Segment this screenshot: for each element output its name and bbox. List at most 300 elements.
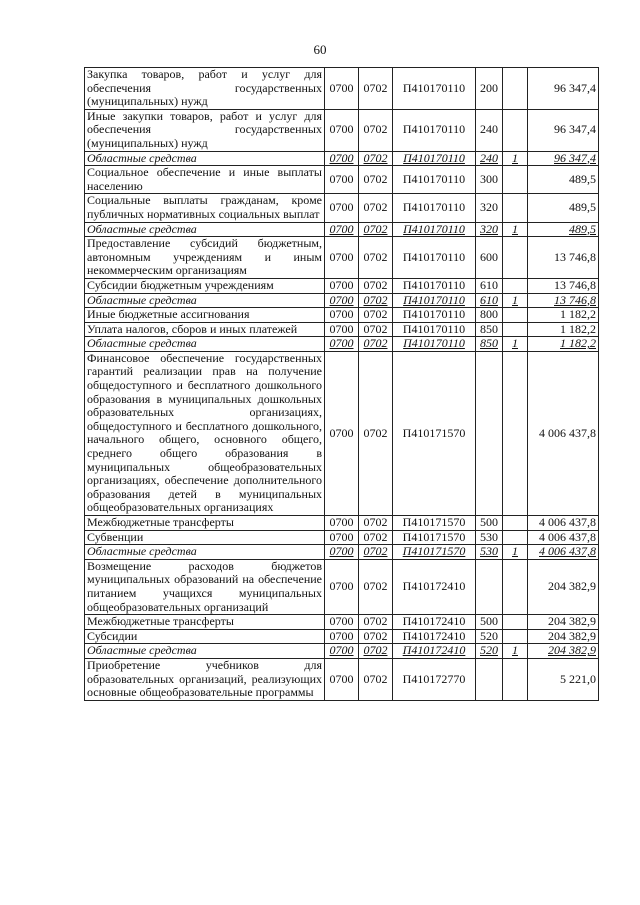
- target-article-text: П410170110: [402, 80, 466, 95]
- expense-type-cell: [476, 615, 503, 630]
- amount-text: 489,5: [569, 200, 596, 215]
- subsection-code-cell: [359, 308, 393, 323]
- target-article-cell: [393, 322, 476, 337]
- amount-text: 1 182,2: [560, 321, 596, 336]
- expense-name-text: Межбюджетные трансферты: [87, 515, 234, 529]
- expense-type-cell: [476, 194, 503, 222]
- subsection-code-cell: [359, 109, 393, 151]
- funding-source-cell: [503, 68, 528, 110]
- subsection-code-cell: [359, 658, 393, 700]
- subsection-code-text: 0702: [363, 614, 388, 629]
- subsection-code-cell: [359, 237, 393, 279]
- expense-type-cell: [476, 351, 503, 515]
- regional-funds-row: [85, 222, 599, 237]
- subsection-code-cell: [359, 293, 393, 308]
- subsection-code-text: 0702: [363, 292, 388, 307]
- target-article-cell: [393, 293, 476, 308]
- expense-name-text: Областные средства: [87, 150, 197, 165]
- expense-type-cell: [476, 545, 503, 560]
- subsection-code-cell: [359, 644, 393, 659]
- amount-text: 13 746,8: [554, 277, 596, 292]
- expense-name-text: Областные средства: [87, 292, 197, 307]
- target-article-cell: [393, 644, 476, 659]
- expense-name-cell: [85, 337, 325, 352]
- funding-source-cell: [503, 658, 528, 700]
- table-row: [85, 166, 599, 194]
- expense-name-text: Социальное обеспечение и иные выплаты населению: [87, 165, 322, 193]
- section-code-cell: [325, 194, 359, 222]
- expense-name-cell: [85, 629, 325, 644]
- amount-cell: [528, 109, 599, 151]
- section-code-cell: [325, 530, 359, 545]
- funding-source-cell: [503, 615, 528, 630]
- amount-text: 1 182,2: [560, 336, 596, 351]
- funding-source-text: 1: [512, 292, 518, 307]
- expense-type-cell: [476, 658, 503, 700]
- funding-source-cell: [503, 559, 528, 614]
- expense-type-text: 850: [480, 321, 498, 336]
- section-code-cell: [325, 222, 359, 237]
- expense-name-text: Субвенции: [87, 529, 144, 544]
- expense-name-text: Областные средства: [87, 336, 197, 351]
- expense-name-text: Закупка товаров, работ и услуг для обеспечения государственных (муниципальных) нужд: [87, 67, 322, 109]
- expense-type-text: 200: [480, 80, 498, 95]
- expense-name-text: Предоставление субсидий бюджетным, автономным учреждениям и иным некоммерческим организациям: [87, 236, 322, 278]
- expense-name-cell: [85, 644, 325, 659]
- amount-text: 96 347,4: [554, 150, 596, 165]
- funding-source-cell: [503, 530, 528, 545]
- subsection-code-cell: [359, 530, 393, 545]
- expense-type-cell: [476, 322, 503, 337]
- amount-cell: [528, 278, 599, 293]
- table-row: [85, 109, 599, 151]
- table-row: [85, 351, 599, 515]
- target-article-text: П410171570: [402, 425, 466, 440]
- amount-cell: [528, 516, 599, 531]
- amount-cell: [528, 68, 599, 110]
- subsection-code-text: 0702: [363, 171, 388, 186]
- section-code-cell: [325, 109, 359, 151]
- expense-name-cell: [85, 237, 325, 279]
- expense-name-cell: [85, 308, 325, 323]
- target-article-text: П410171570: [402, 515, 466, 529]
- section-code-cell: [325, 658, 359, 700]
- funding-source-cell: [503, 308, 528, 323]
- expense-name-cell: [85, 530, 325, 545]
- target-article-text: П410170110: [402, 171, 466, 186]
- expense-name-cell: [85, 222, 325, 237]
- expense-type-cell: [476, 293, 503, 308]
- expense-type-text: 320: [480, 221, 498, 236]
- table-row: [85, 68, 599, 110]
- amount-cell: [528, 658, 599, 700]
- target-article-cell: [393, 222, 476, 237]
- section-code-text: 0700: [329, 336, 354, 351]
- target-article-cell: [393, 351, 476, 515]
- expense-name-cell: [85, 658, 325, 700]
- expense-name-cell: [85, 351, 325, 515]
- expense-name-text: Уплата налогов, сборов и иных платежей: [87, 321, 298, 336]
- section-code-cell: [325, 237, 359, 279]
- target-article-cell: [393, 516, 476, 531]
- amount-cell: [528, 322, 599, 337]
- table-row: [85, 237, 599, 279]
- expense-name-cell: [85, 68, 325, 110]
- expense-name-text: Областные средства: [87, 544, 197, 559]
- amount-text: 489,5: [569, 171, 596, 186]
- expense-type-cell: [476, 559, 503, 614]
- expense-type-text: 530: [480, 544, 498, 559]
- subsection-code-text: 0702: [363, 249, 388, 264]
- expense-name-cell: [85, 278, 325, 293]
- table-row: [85, 530, 599, 545]
- subsection-code-cell: [359, 629, 393, 644]
- expense-name-cell: [85, 194, 325, 222]
- target-article-cell: [393, 615, 476, 630]
- subsection-code-text: 0702: [363, 221, 388, 236]
- section-code-cell: [325, 644, 359, 659]
- section-code-cell: [325, 351, 359, 515]
- target-article-cell: [393, 237, 476, 279]
- funding-source-text: 1: [512, 221, 518, 236]
- section-code-text: 0700: [329, 628, 354, 643]
- amount-text: 5 221,0: [560, 671, 596, 686]
- section-code-text: 0700: [329, 122, 354, 137]
- table-row: [85, 559, 599, 614]
- target-article-text: П410172410: [402, 643, 466, 658]
- funding-source-cell: [503, 194, 528, 222]
- section-code-cell: [325, 545, 359, 560]
- section-code-text: 0700: [329, 614, 354, 629]
- subsection-code-cell: [359, 151, 393, 166]
- funding-source-text: 1: [512, 544, 518, 559]
- subsection-code-text: 0702: [363, 336, 388, 351]
- amount-cell: [528, 293, 599, 308]
- expense-name-cell: [85, 615, 325, 630]
- subsection-code-cell: [359, 68, 393, 110]
- section-code-cell: [325, 322, 359, 337]
- expense-type-text: 610: [480, 277, 498, 292]
- subsection-code-text: 0702: [363, 150, 388, 165]
- amount-cell: [528, 222, 599, 237]
- target-article-cell: [393, 559, 476, 614]
- target-article-cell: [393, 109, 476, 151]
- expense-name-text: Приобретение учебников для образовательных организаций, реализующих основные общеобразовательные программы: [87, 657, 322, 700]
- section-code-text: 0700: [329, 80, 354, 95]
- funding-source-text: 1: [512, 150, 518, 165]
- table-row: [85, 278, 599, 293]
- expense-type-text: 520: [480, 643, 498, 658]
- subsection-code-cell: [359, 516, 393, 531]
- amount-text: 4 006 437,8: [539, 515, 596, 529]
- amount-text: 4 006 437,8: [539, 529, 596, 544]
- target-article-cell: [393, 337, 476, 352]
- funding-source-cell: [503, 237, 528, 279]
- subsection-code-text: 0702: [363, 307, 388, 322]
- table-row: [85, 615, 599, 630]
- expense-name-cell: [85, 293, 325, 308]
- amount-cell: [528, 308, 599, 323]
- target-article-text: П410170110: [402, 122, 466, 137]
- section-code-text: 0700: [329, 277, 354, 292]
- section-code-text: 0700: [329, 671, 354, 686]
- amount-cell: [528, 166, 599, 194]
- subsection-code-text: 0702: [363, 579, 388, 594]
- target-article-text: П410171570: [402, 544, 466, 559]
- expense-name-cell: [85, 545, 325, 560]
- target-article-cell: [393, 194, 476, 222]
- subsection-code-cell: [359, 194, 393, 222]
- expense-name-cell: [85, 322, 325, 337]
- funding-source-cell: [503, 151, 528, 166]
- expense-name-cell: [85, 109, 325, 151]
- funding-source-cell: [503, 322, 528, 337]
- target-article-text: П410172410: [402, 628, 466, 643]
- target-article-text: П410170110: [403, 336, 465, 351]
- expense-name-text: Финансовое обеспечение государственных гарантий реализации прав на получение общедоступного и бесплатного дошкольного образования в муниципальных дошкольных образовательных организациях, общедоступного и бесплатного дошкольного, начального общего, основного общего, среднего общего образования в муниципальных общеобразовательных организациях, обеспечение дополнительного образования детей в муниципальных общеобразовательных организациях: [87, 350, 322, 515]
- target-article-cell: [393, 166, 476, 194]
- expense-type-text: 850: [480, 336, 498, 351]
- expense-name-text: Иные закупки товаров, работ и услуг для обеспечения государственных (муниципальных) нужд: [87, 108, 322, 150]
- expense-name-cell: [85, 559, 325, 614]
- expense-type-cell: [476, 166, 503, 194]
- subsection-code-text: 0702: [363, 425, 388, 440]
- subsection-code-cell: [359, 337, 393, 352]
- funding-source-text: 1: [512, 336, 518, 351]
- expense-type-text: 300: [480, 171, 498, 186]
- amount-cell: [528, 545, 599, 560]
- expense-type-cell: [476, 530, 503, 545]
- section-code-cell: [325, 615, 359, 630]
- target-article-text: П410172770: [402, 671, 466, 686]
- section-code-cell: [325, 559, 359, 614]
- expense-type-text: 320: [480, 200, 498, 215]
- section-code-cell: [325, 166, 359, 194]
- section-code-cell: [325, 278, 359, 293]
- subsection-code-text: 0702: [363, 80, 388, 95]
- amount-cell: [528, 559, 599, 614]
- subsection-code-text: 0702: [363, 671, 388, 686]
- amount-text: 1 182,2: [560, 307, 596, 322]
- expense-type-text: 530: [480, 529, 498, 544]
- subsection-code-cell: [359, 615, 393, 630]
- amount-text: 96 347,4: [554, 80, 596, 95]
- target-article-text: П410172410: [402, 614, 466, 629]
- amount-text: 204 382,9: [548, 628, 596, 643]
- expense-name-text: Иные бюджетные ассигнования: [87, 307, 250, 322]
- target-article-text: П410170110: [402, 307, 466, 322]
- section-code-text: 0700: [329, 171, 354, 186]
- target-article-cell: [393, 629, 476, 644]
- subsection-code-text: 0702: [363, 277, 388, 292]
- funding-source-cell: [503, 278, 528, 293]
- expense-name-text: Социальные выплаты гражданам, кроме публичных нормативных социальных выплат: [87, 193, 322, 221]
- page-number: 60: [313, 42, 327, 57]
- regional-funds-row: [85, 151, 599, 166]
- budget-table: [84, 67, 599, 701]
- expense-type-text: 520: [480, 628, 498, 643]
- expense-type-cell: [476, 516, 503, 531]
- section-code-text: 0700: [329, 321, 354, 336]
- expense-type-text: 800: [480, 307, 498, 322]
- amount-cell: [528, 644, 599, 659]
- target-article-text: П410170110: [402, 277, 466, 292]
- target-article-text: П410172410: [402, 579, 466, 594]
- expense-type-cell: [476, 337, 503, 352]
- expense-name-text: Областные средства: [87, 643, 197, 658]
- expense-type-text: 240: [480, 150, 498, 165]
- target-article-text: П410171570: [402, 529, 466, 544]
- section-code-text: 0700: [329, 579, 354, 594]
- target-article-cell: [393, 68, 476, 110]
- expense-type-cell: [476, 644, 503, 659]
- subsection-code-cell: [359, 559, 393, 614]
- amount-cell: [528, 337, 599, 352]
- subsection-code-text: 0702: [363, 529, 388, 544]
- amount-text: 204 382,9: [548, 614, 596, 629]
- target-article-text: П410170110: [402, 321, 466, 336]
- section-code-cell: [325, 308, 359, 323]
- section-code-text: 0700: [329, 200, 354, 215]
- expense-type-cell: [476, 237, 503, 279]
- subsection-code-cell: [359, 278, 393, 293]
- expense-type-text: 240: [480, 122, 498, 137]
- amount-text: 13 746,8: [554, 292, 596, 307]
- amount-cell: [528, 629, 599, 644]
- funding-source-cell: [503, 351, 528, 515]
- amount-cell: [528, 151, 599, 166]
- subsection-code-text: 0702: [363, 122, 388, 137]
- expense-type-cell: [476, 151, 503, 166]
- regional-funds-row: [85, 644, 599, 659]
- funding-source-cell: [503, 166, 528, 194]
- regional-funds-row: [85, 293, 599, 308]
- table-row: [85, 629, 599, 644]
- amount-cell: [528, 237, 599, 279]
- expense-type-text: 600: [480, 249, 498, 264]
- expense-type-text: 500: [480, 614, 498, 629]
- section-code-cell: [325, 629, 359, 644]
- section-code-text: 0700: [329, 292, 354, 307]
- target-article-cell: [393, 308, 476, 323]
- regional-funds-row: [85, 545, 599, 560]
- funding-source-cell: [503, 516, 528, 531]
- target-article-cell: [393, 545, 476, 560]
- section-code-cell: [325, 151, 359, 166]
- target-article-cell: [393, 278, 476, 293]
- amount-text: 13 746,8: [554, 249, 596, 264]
- section-code-text: 0700: [329, 425, 354, 440]
- section-code-text: 0700: [329, 643, 354, 658]
- budget-table-body: [85, 68, 599, 701]
- expense-type-cell: [476, 629, 503, 644]
- section-code-text: 0700: [329, 150, 354, 165]
- subsection-code-text: 0702: [363, 544, 388, 559]
- target-article-text: П410170110: [402, 200, 466, 215]
- expense-type-text: 500: [480, 515, 498, 529]
- expense-type-cell: [476, 308, 503, 323]
- subsection-code-cell: [359, 166, 393, 194]
- expense-type-cell: [476, 222, 503, 237]
- section-code-cell: [325, 68, 359, 110]
- table-row: [85, 658, 599, 700]
- section-code-text: 0700: [329, 307, 354, 322]
- amount-text: 4 006 437,8: [539, 544, 596, 559]
- target-article-text: П410170110: [402, 249, 466, 264]
- amount-text: 204 382,9: [548, 643, 596, 658]
- expense-type-cell: [476, 278, 503, 293]
- subsection-code-text: 0702: [363, 200, 388, 215]
- subsection-code-text: 0702: [363, 321, 388, 336]
- expense-type-cell: [476, 109, 503, 151]
- target-article-cell: [393, 658, 476, 700]
- amount-text: 204 382,9: [548, 579, 596, 594]
- section-code-cell: [325, 337, 359, 352]
- table-row: [85, 322, 599, 337]
- funding-source-text: 1: [512, 643, 518, 658]
- section-code-text: 0700: [329, 529, 354, 544]
- amount-text: 4 006 437,8: [539, 425, 596, 440]
- expense-name-text: Возмещение расходов бюджетов муниципальных образований на обеспечение питанием учащихся муниципальных общеобразовательных организаций: [87, 558, 322, 614]
- expense-name-cell: [85, 151, 325, 166]
- subsection-code-cell: [359, 322, 393, 337]
- regional-funds-row: [85, 337, 599, 352]
- target-article-text: П410170110: [403, 292, 465, 307]
- section-code-text: 0700: [329, 249, 354, 264]
- subsection-code-text: 0702: [363, 643, 388, 658]
- target-article-text: П410170110: [403, 221, 465, 236]
- expense-name-cell: [85, 516, 325, 531]
- section-code-text: 0700: [329, 515, 354, 529]
- expense-name-text: Субсидии бюджетным учреждениям: [87, 277, 274, 292]
- expense-type-cell: [476, 68, 503, 110]
- funding-source-cell: [503, 293, 528, 308]
- subsection-code-cell: [359, 545, 393, 560]
- section-code-text: 0700: [329, 544, 354, 559]
- section-code-text: 0700: [329, 221, 354, 236]
- subsection-code-cell: [359, 351, 393, 515]
- target-article-cell: [393, 530, 476, 545]
- funding-source-cell: [503, 222, 528, 237]
- amount-cell: [528, 351, 599, 515]
- subsection-code-text: 0702: [363, 628, 388, 643]
- amount-cell: [528, 530, 599, 545]
- target-article-cell: [393, 151, 476, 166]
- amount-text: 489,5: [569, 221, 596, 236]
- funding-source-cell: [503, 629, 528, 644]
- amount-cell: [528, 615, 599, 630]
- amount-text: 96 347,4: [554, 122, 596, 137]
- subsection-code-text: 0702: [363, 515, 388, 529]
- table-row: [85, 308, 599, 323]
- funding-source-cell: [503, 109, 528, 151]
- table-row: [85, 194, 599, 222]
- funding-source-cell: [503, 644, 528, 659]
- funding-source-cell: [503, 545, 528, 560]
- table-row: [85, 516, 599, 531]
- expense-name-text: Областные средства: [87, 221, 197, 236]
- expense-name-text: Субсидии: [87, 628, 138, 643]
- expense-type-text: 610: [480, 292, 498, 307]
- subsection-code-cell: [359, 222, 393, 237]
- section-code-cell: [325, 293, 359, 308]
- target-article-text: П410170110: [403, 150, 465, 165]
- funding-source-cell: [503, 337, 528, 352]
- expense-name-cell: [85, 166, 325, 194]
- expense-name-text: Межбюджетные трансферты: [87, 614, 234, 629]
- section-code-cell: [325, 516, 359, 531]
- amount-cell: [528, 194, 599, 222]
